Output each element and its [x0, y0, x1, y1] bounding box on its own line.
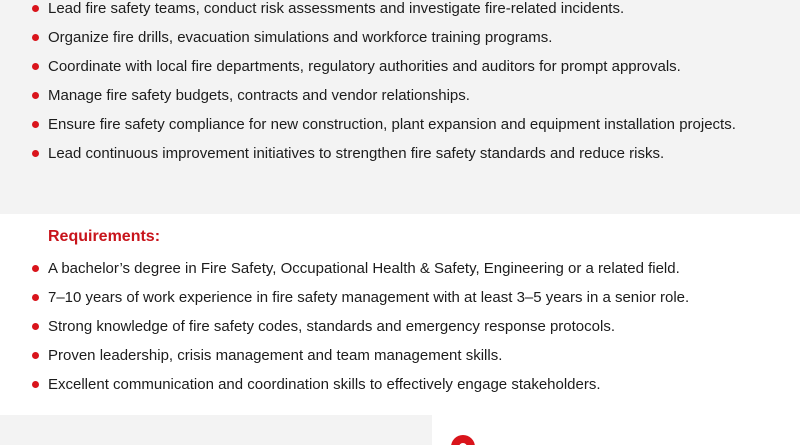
list-item [32, 52, 792, 81]
list-item-text: Manage fire safety budgets, contracts and vendor relationships. [48, 87, 470, 104]
footer-panel [0, 415, 432, 445]
list-item-text: A bachelor’s degree in Fire Safety, Occupational Health & Safety, Engineering or a related field. [48, 260, 680, 277]
list-item [32, 341, 792, 370]
bullet-icon [32, 121, 39, 128]
bullet-icon [32, 352, 39, 359]
bullet-icon [32, 34, 39, 41]
list-item [32, 23, 792, 52]
bullet-icon [32, 150, 39, 157]
responsibilities-list [32, 0, 792, 168]
list-item-text: 7–10 years of work experience in fire safety management with at least 3–5 years in a senior role. [48, 289, 690, 306]
list-item [32, 370, 792, 399]
bullet-icon [32, 92, 39, 99]
bullet-icon [32, 294, 39, 301]
bullet-icon [32, 5, 39, 12]
requirements-heading: Requirements: [48, 228, 161, 245]
location-pin-icon [451, 435, 475, 445]
list-item [32, 81, 792, 110]
list-item-text: Ensure fire safety compliance for new construction, plant expansion and equipment installation projects. [48, 116, 736, 133]
bullet-icon [32, 381, 39, 388]
requirements-list [32, 254, 792, 399]
list-item-text: Organize fire drills, evacuation simulations and workforce training programs. [48, 29, 553, 46]
bullet-icon [32, 63, 39, 70]
bullet-icon [32, 323, 39, 330]
list-item [32, 139, 792, 168]
list-item-text: Excellent communication and coordination skills to effectively engage stakeholders. [48, 376, 601, 393]
list-item [32, 254, 792, 283]
list-item-text: Lead continuous improvement initiatives to strengthen fire safety standards and reduce risks. [48, 145, 665, 162]
list-item [32, 283, 792, 312]
list-item-text: Strong knowledge of fire safety codes, standards and emergency response protocols. [48, 318, 615, 335]
list-item-text: Coordinate with local fire departments, regulatory authorities and auditors for prompt approvals. [48, 58, 681, 75]
list-item-text: Lead fire safety teams, conduct risk assessments and investigate fire-related incidents. [48, 0, 625, 17]
list-item [32, 110, 792, 139]
list-item [32, 0, 792, 23]
list-item [32, 312, 792, 341]
bullet-icon [32, 265, 39, 272]
list-item-text: Proven leadership, crisis management and team management skills. [48, 347, 503, 364]
